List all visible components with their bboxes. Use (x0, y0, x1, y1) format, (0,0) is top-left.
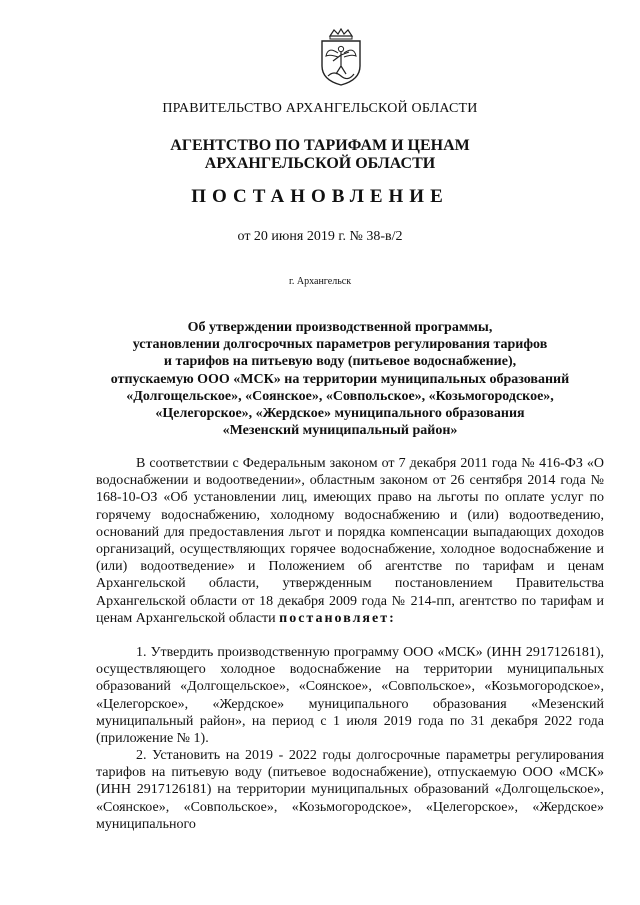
title-line: Об утверждении производственной программы, (187, 320, 493, 335)
agency-name (0, 137, 640, 173)
item-1-paragraph (96, 644, 604, 747)
agency-name-line-2: АРХАНГЕЛЬСКОЙ ОБЛАСТИ (204, 155, 436, 172)
document-date-number: от 20 июня 2019 г. № 38-в/2 (237, 229, 403, 244)
title-line: «Мезенский муниципальный район» (222, 423, 458, 439)
coat-of-arms-icon (316, 28, 366, 86)
item-1-text: 1. Утвердить производственную программу ООО «МСК» (ИНН 2917126181), осуществляющего холодное водоснабжение на территории муниципальных образований «Долгощельское», «Соянское», «Совпольское», «Козьмогородское», «Целегорское», «Жердское» муниципального образования «Мезенский муниципальный район», на период с 1 июля 2019 года по 31 декабря 2022 года (приложение № 1). (96, 645, 604, 747)
document-title (96, 319, 584, 439)
item-2-paragraph (96, 747, 604, 833)
document-type: ПОСТАНОВЛЕНИЕ (191, 186, 449, 207)
document-city: г. Архангельск (288, 276, 352, 287)
title-line: «Целегорское», «Жердское» муниципального образования (155, 406, 525, 422)
preamble-paragraph (96, 455, 604, 627)
resolves-word: постановляет: (279, 610, 396, 626)
title-line: «Долгощельское», «Соянское», «Совпольское», «Козьмогородское», (126, 388, 554, 404)
agency-name-line-1: АГЕНТСТВО ПО ТАРИФАМ И ЦЕНАМ (170, 137, 470, 154)
preamble-text: В соответствии с Федеральным законом от 7 декабря 2011 года № 416-ФЗ «О водоснабжении и водоотведении», областным законом от 26 сентября 2014 года № 168-10-ОЗ «Об установлении лиц, имеющих право на льготы по оплате услуг по горячему водоснабжению, холодному водоснабжению и (или) водоотведению, оснований для предоставления льгот и порядка компенсации выпадающих доходов организаций, осуществляющих горячее водоснабжение, холодное водоснабжение и (или) водоотведение» и Положением об агентстве по тарифам и ценам Архангельской области, утвержденным постановлением Правительства Архангельской области от 18 декабря 2009 года № 214-пп, агентство по тарифам и ценам Архангельской области (96, 456, 604, 626)
item-2-text: 2. Установить на 2019 - 2022 годы долгосрочные параметры регулирования тарифов на питьевую воду (питьевое водоснабжение), отпускаемую ООО «МСК» (ИНН 2917126181) на территории муниципальных образований «Долгощельское», «Соянское», «Совпольское», «Козьмогородское», «Целегорское», «Жердское» муниципального (96, 748, 604, 832)
title-line: отпускаемую ООО «МСК» на территории муниципальных образований (110, 371, 570, 387)
title-line: и тарифов на питьевую воду (питьевое водоснабжение), (163, 354, 517, 370)
title-line: установлении долгосрочных параметров регулирования тарифов (132, 337, 548, 353)
government-name: ПРАВИТЕЛЬСТВО АРХАНГЕЛЬСКОЙ ОБЛАСТИ (162, 101, 478, 116)
